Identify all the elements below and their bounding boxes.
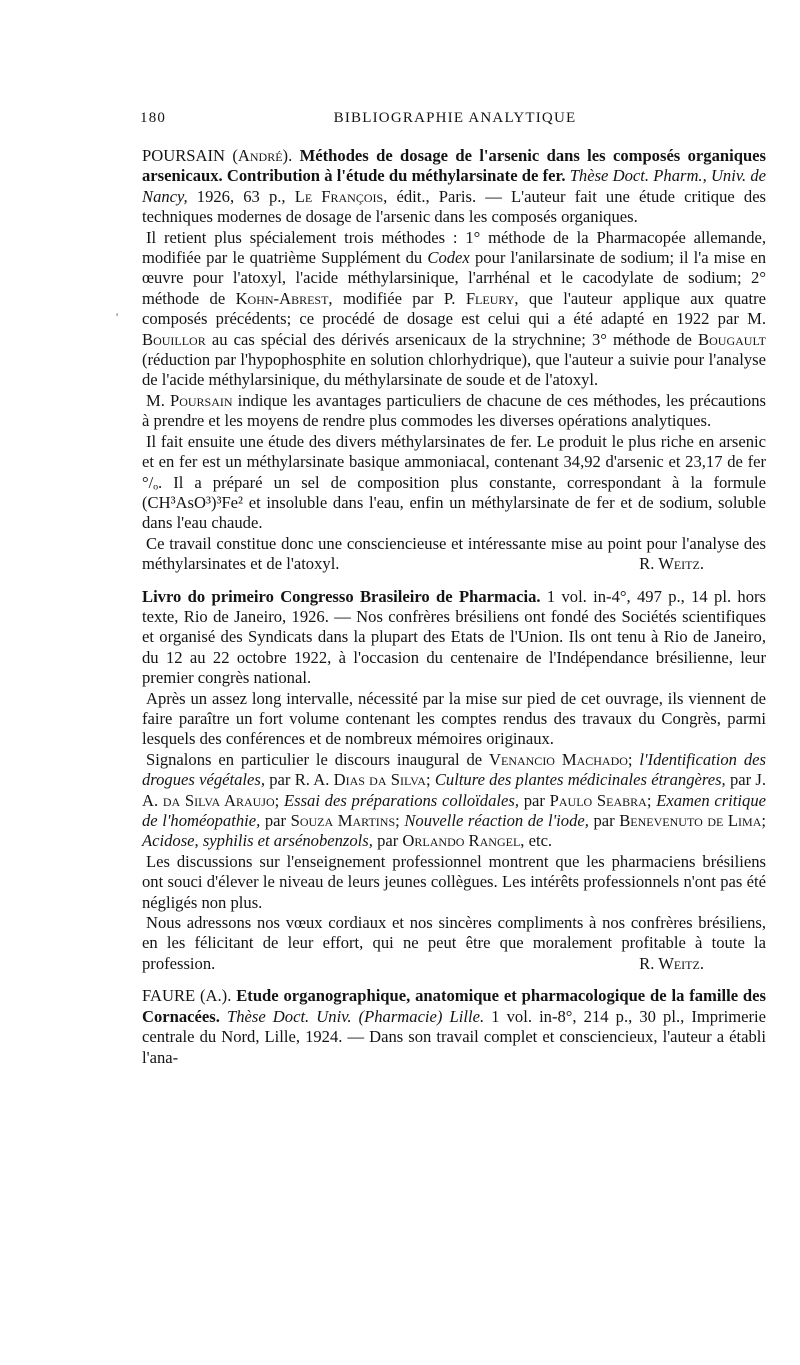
entry-paragraph	[142, 750, 766, 852]
text-run-italic: Examen critique de l'homéopathie,	[142, 790, 766, 831]
margin-mark: '	[116, 310, 119, 324]
text-run-italic: l'Identification des drogues végétales,	[142, 749, 766, 790]
person-name: Souza Martins;	[290, 811, 400, 831]
entry-details: 1926, 63 p.,	[196, 186, 286, 206]
text-run-italic: Codex	[427, 248, 470, 268]
text-run: par	[593, 811, 615, 831]
person-name: Kohn-Abrest,	[235, 288, 333, 308]
entry-paragraph: Il fait ensuite une étude des divers méthylarsinates de fer. Le produit le plus riche en arsenic et en fer est un méthylarsinate basique ammoniacal, contenant 34,92 d'arsenic et 23,17 de fer °/ₒ. Il a préparé un sel de composition plus constante, correspondant à la formule (CH³AsO³)³Fe² et insoluble dans l'eau, enfin un méthylarsinate de fer et de sodium, soluble dans l'eau chaude.	[142, 431, 766, 533]
person-name: R. A. Dias da Silva;	[294, 770, 431, 790]
entry-citation	[142, 146, 766, 228]
review-signature: R. Weitz.	[639, 953, 704, 973]
text-run: indique les avantages particuliers de chacune de ces méthodes, les précautions à prendre et les moyens de rendre plus commodes les diverses opérations analytiques.	[142, 390, 766, 431]
text-run: Il retient plus spécialement trois méthodes : 1° méthode de la Pharmacopée allemande, modifiée par le quatrième Supplément du	[142, 227, 766, 268]
review-signature: R. Weitz.	[639, 554, 704, 574]
person-name: Orlando Rangel,	[402, 831, 525, 851]
person-name: Poursain	[169, 390, 233, 410]
text-run: au cas spécial des dérivés arsenicaux de la strychnine; 3° méthode de	[211, 329, 692, 349]
person-name: Bouillor	[142, 329, 206, 349]
entry-paragraph	[142, 228, 766, 391]
entry-author-first: (André).	[232, 146, 293, 165]
running-title: BIBLIOGRAPHIE ANALYTIQUE	[333, 110, 577, 126]
entry-paragraph: Ce travail constitue donc une consciencieuse et intéressante mise au point pour l'analyse des méthylarsinates et de l'atoxyl.	[142, 533, 766, 574]
text-column	[142, 146, 766, 1080]
page-number: 180	[140, 110, 167, 126]
entry-paragraph: Après un assez long intervalle, nécessité par la mise sur pied de cet ouvrage, ils viennent de faire paraître un fort volume contenant les comptes rendus des travaux du Congrès, parmi lesquels des conférences et de nombreux mémoires originaux.	[142, 688, 766, 749]
entry-paragraph: Nous adressons nos vœux cordiaux et nos sincères compliments à nos confrères brésiliens, en les félicitant de leur effort, qui ne peut être que moralement profitable à toute la profession.	[142, 913, 766, 973]
entry-citation	[142, 587, 766, 689]
entry-author: FAURE (A.).	[142, 986, 232, 1006]
text-run-italic: Nouvelle réaction de l'iode,	[404, 811, 589, 831]
person-name: J. A. da Silva Araujo;	[142, 770, 767, 810]
person-name: Benevenuto de Lima;	[619, 811, 766, 831]
entry-details: 1 vol. in-8°, 214 p., 30 pl., Imprimerie centrale du Nord, Lille, 1924. — Dans son travail complet et consciencieux, l'auteur a établi l'ana-	[142, 1006, 766, 1067]
entry-title: Etude organographique, anatomique et pharmacologique de la famille des Cornacées.	[142, 986, 766, 1026]
entry-title: Méthodes de dosage de l'arsenic dans les composés organiques arsenicaux. Contribution à l'étude du méthylarsinate de fer.	[142, 146, 767, 186]
person-name: Fleury,	[465, 288, 519, 308]
text-run: par	[269, 770, 291, 790]
entry-publication: Thèse Doct. Pharm., Univ. de Nancy,	[142, 166, 766, 206]
entry-publication: Thèse Doct. Univ. (Pharmacie) Lille.	[226, 1006, 485, 1026]
text-run: par	[264, 811, 287, 831]
entry-author: POURSAIN	[142, 146, 225, 165]
text-run: M.	[146, 390, 165, 410]
text-run: pour l'anilarsinate de sodium; il l'a mise en œuvre pour l'atoxyl, l'acide méthylarsinique, l'arrhénal et le cacodylate de sodium; 2° méthode de	[142, 248, 766, 308]
entry-paragraph	[142, 391, 766, 432]
text-run: que l'auteur applique aux quatre composés précédents; ce procédé de dosage est celui qui a été adapté en 1922 par M.	[142, 288, 767, 329]
text-run: (réduction par l'hypophosphite en solution chlorhydrique), que l'auteur a suivie pour l'analyse de l'acide méthylarsinique, du méthylarsinate de soude et de l'atoxyl.	[142, 350, 766, 390]
entry-paragraph: Les discussions sur l'enseignement professionnel montrent que les pharmaciens brésiliens ont souci d'élever le niveau de leurs jeunes collègues. Les intérêts professionnels n'ont pas été négligés non plus.	[142, 851, 766, 912]
entry-citation	[142, 986, 766, 1068]
review-entry-faure	[142, 986, 766, 1068]
text-run-italic: Acidose, syphilis et arsénobenzols,	[142, 831, 373, 851]
text-run: Signalons en particulier le discours inaugural de	[146, 749, 483, 769]
entry-details: 1 vol. in-4°, 497 p., 14 pl. hors texte, Rio de Janeiro, 1926. — Nos confrères brésiliens ont fondé des Sociétés scientifiques et organisé des Syndicats dans la plupart des Etats de l'Union. Ils ont tenu à Rio de Janeiro, du 12 au 22 octobre 1922, à l'occasion du centenaire de l'Indépendance brésilienne, leur premier congrès national.	[142, 586, 766, 688]
review-entry-congresso	[142, 587, 766, 975]
text-run: par	[377, 831, 399, 851]
entry-title: Livro do primeiro Congresso Brasileiro de Pharmacia.	[142, 586, 541, 606]
text-run: modifiée par P.	[342, 288, 456, 308]
person-name: Bougault	[698, 329, 767, 349]
text-run: par	[729, 770, 752, 790]
entry-publisher: Le François,	[294, 186, 388, 206]
text-run-italic: Culture des plantes médicinales étrangères,	[434, 770, 726, 790]
person-name: Paulo Seabra;	[549, 790, 652, 810]
text-run-italic: Essai des préparations colloïdales,	[283, 790, 519, 810]
review-entry-poursain	[142, 146, 766, 575]
text-run: par	[523, 790, 545, 810]
entry-details-2: édit., Paris. — L'auteur fait une étude critique des techniques modernes de dosage de l'arsenic dans les composés organiques.	[142, 186, 767, 227]
page-header	[140, 110, 770, 130]
person-name: Venancio Machado;	[489, 749, 633, 769]
text-run: etc.	[528, 831, 553, 851]
